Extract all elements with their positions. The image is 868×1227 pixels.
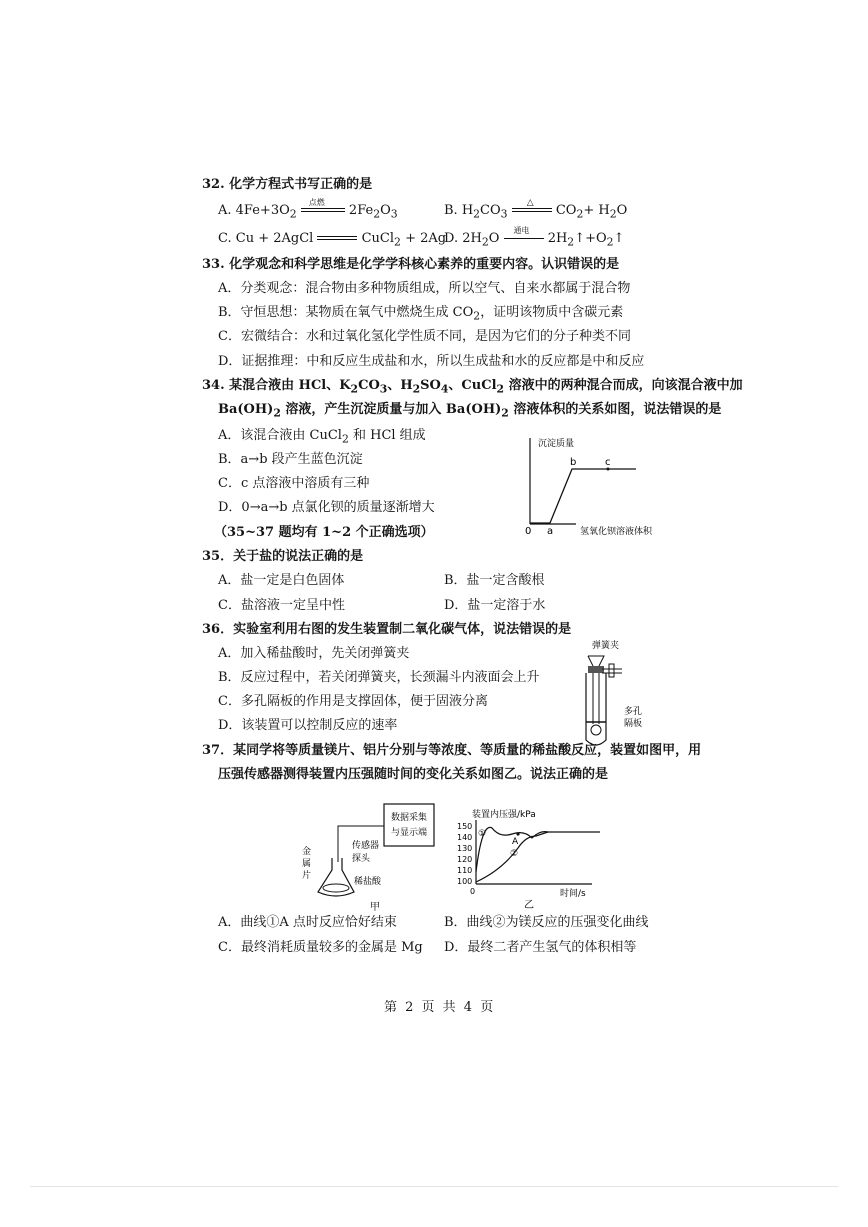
q37-option-b: B．曲线②为镁反应的压强变化曲线 <box>444 915 649 930</box>
q34-graph-curve <box>530 469 636 523</box>
q33-stem: 33. 化学观念和科学思维是化学学科核心素养的重要内容。认识错误的是 <box>202 257 620 272</box>
q34-graph-label-c: c <box>605 457 611 468</box>
q32-option-a: A. $4Fe+3O_2$ 点燃 $2Fe_2O_3$ <box>218 197 398 221</box>
q34-graph-label-a: a <box>547 526 554 537</box>
yi-label-a: A <box>512 837 519 847</box>
q37-figure-jia <box>296 800 442 912</box>
q34-stem-line1: 34. 某混合液由 HCl、$K_2CO_3$、$H_2SO_4$、CuCl$_2$ 溶液中的两种混合而成，向该混合液中加 <box>202 378 743 396</box>
q36-co2-apparatus <box>576 636 656 754</box>
q34-option-d: D．0→a→b 点氯化钡的质量逐渐增大 <box>218 500 435 515</box>
data-display-label-1: 数据采集 <box>391 813 428 823</box>
metal-label-2: 属 <box>302 859 312 869</box>
q36-clip-label: 弹簧夹 <box>592 641 620 651</box>
q36-option-c: C．多孔隔板的作用是支撑固体，便于固液分离 <box>218 694 488 709</box>
acid-liquid-icon <box>323 884 349 892</box>
q34-graph-ylabel: 沉淀质量 <box>538 439 575 449</box>
q32-stem: 32. 化学方程式书写正确的是 <box>202 177 373 192</box>
yi-tick-130: 130 <box>457 844 473 853</box>
q35-option-c: C．盐溶液一定呈中性 <box>218 598 345 613</box>
q33-option-c: C．宏微结合：水和过氧化氢化学性质不同，是因为它们的分子种类不同 <box>218 329 631 344</box>
q34-note: （35~37 题均有 1~2 个正确选项） <box>214 525 434 540</box>
yi-origin: 0 <box>470 887 476 896</box>
flask-icon <box>318 858 354 896</box>
q36-plate-label-2: 隔板 <box>624 719 643 729</box>
q32-option-c: C. Cu + 2AgCl CuCl$_2$ + 2Ag <box>218 231 447 249</box>
q34-precipitate-graph <box>518 434 690 538</box>
q37-stem-line1: 37．某同学将等质量镁片、铝片分别与等浓度、等质量的稀盐酸反应，装置如图甲，用 <box>202 743 702 758</box>
page-footer: 第 2 页 共 4 页 <box>384 1000 496 1015</box>
q36-plate-label-1: 多孔 <box>624 707 643 717</box>
q33-option-d: D．证据推理：中和反应生成盐和水，所以生成盐和水的反应都是中和反应 <box>218 354 645 369</box>
q35-stem: 35．关于盐的说法正确的是 <box>202 549 364 564</box>
q34-graph-label-origin: 0 <box>525 526 532 537</box>
yi-tick-150: 150 <box>457 822 473 831</box>
stopper-icon <box>588 666 604 673</box>
acid-label: 稀盐酸 <box>354 877 382 887</box>
q33-option-a: A．分类观念：混合物由多种物质组成，所以空气、自来水都属于混合物 <box>218 281 631 296</box>
q34-graph-xlabel: 氢氧化钡溶液体积 <box>580 527 653 537</box>
q37-option-d: D．最终二者产生氢气的体积相等 <box>444 940 637 955</box>
q35-option-b: B．盐一定含酸根 <box>444 573 545 588</box>
q34-option-c: C．c 点溶液中溶质有三种 <box>218 476 370 491</box>
spring-clip-icon <box>609 664 614 677</box>
metal-label-3: 片 <box>302 871 312 881</box>
q33-option-b: B．守恒思想：某物质在氧气中燃烧生成 $CO_2$，证明该物质中含碳元素 <box>218 305 624 323</box>
solid-icon <box>591 725 601 735</box>
yi-xlabel: 时间/s <box>560 889 586 899</box>
page-bottom-rule <box>30 1186 838 1187</box>
yi-tick-120: 120 <box>457 855 473 864</box>
sensor-label-2: 探头 <box>352 854 371 864</box>
q37-stem-line2: 压强传感器测得装置内压强随时间的变化关系如图乙。说法正确的是 <box>218 767 609 782</box>
yi-label-curve-2: ② <box>510 849 519 859</box>
yi-curve-1 <box>476 827 600 872</box>
q36-option-a: A．加入稀盐酸时，先关闭弹簧夹 <box>218 646 410 661</box>
metal-label-1: 金 <box>302 847 312 857</box>
yi-point-a <box>516 832 519 835</box>
q32-option-b: B. $H_2CO_3$ △ $CO_2+ H_2O$ <box>444 197 628 221</box>
q34-option-b: B．a→b 段产生蓝色沉淀 <box>218 452 363 467</box>
yi-tick-110: 110 <box>457 866 473 875</box>
caption-yi: 乙 <box>524 900 534 911</box>
q37-pressure-graph-yi <box>452 808 612 912</box>
q37-option-a: A．曲线①A 点时反应恰好结束 <box>218 915 397 930</box>
q32-option-d: D. $2H_2O$ 通电 $2H_2↑+O_2↑$ <box>444 225 625 249</box>
q35-option-d: D．盐一定溶于水 <box>444 598 546 613</box>
data-display-box <box>384 804 434 846</box>
data-display-label-2: 与显示端 <box>391 828 428 838</box>
q36-option-d: D．该装置可以控制反应的速率 <box>218 718 398 733</box>
q36-option-b: B．反应过程中，若关闭弹簧夹，长颈漏斗内液面会上升 <box>218 670 540 685</box>
delivery-tube-icon <box>602 669 622 673</box>
q34-graph-label-b: b <box>570 457 577 468</box>
q34-stem-line2: $Ba(OH)_2$ 溶液，产生沉淀质量与加入 $Ba(OH)_2$ 溶液体积的关系如图，说法错误的是 <box>218 402 722 420</box>
q35-option-a: A．盐一定是白色固体 <box>218 573 345 588</box>
q36-stem: 36．实验室利用右图的发生装置制二氧化碳气体，说法错误的是 <box>202 622 572 637</box>
q37-option-c: C．最终消耗质量较多的金属是 Mg <box>218 940 423 955</box>
q34-option-a: A．该混合液由 CuCl$_2$ 和 HCl 组成 <box>218 428 426 446</box>
yi-tick-140: 140 <box>457 833 473 842</box>
yi-ylabel: 装置内压强/kPa <box>472 810 536 820</box>
caption-jia: 甲 <box>370 902 380 912</box>
yi-tick-100: 100 <box>457 877 473 886</box>
yi-label-curve-1: ① <box>478 829 487 839</box>
sensor-label-1: 传感器 <box>352 841 380 851</box>
test-tube-icon <box>586 673 606 745</box>
